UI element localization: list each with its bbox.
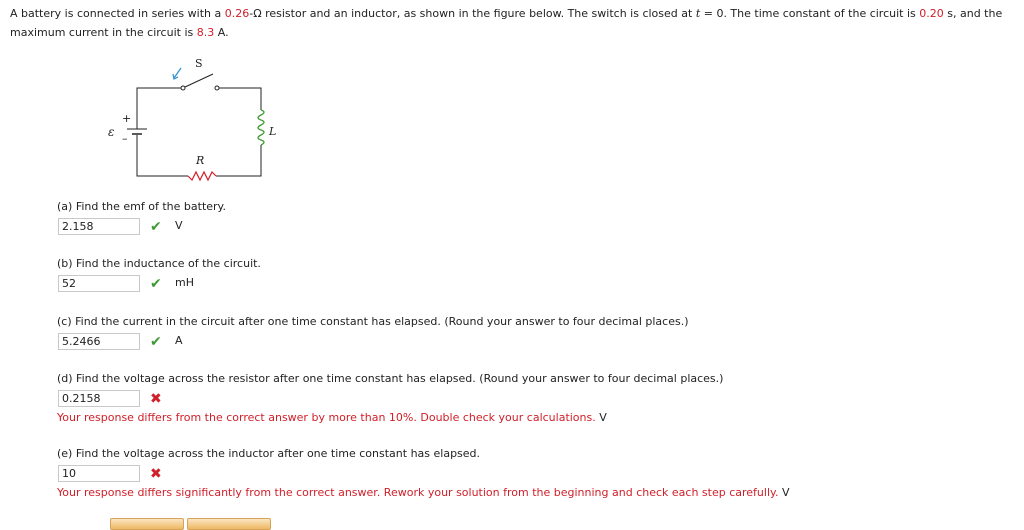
switch-pivot	[181, 86, 185, 90]
problem-statement: A battery is connected in series with a 0.26-Ω resistor and an inductor, as shown in the figure below. The switch is closed at t = 0. The time constant of the circuit is 0.20 s, and the maximum current in the circuit is 8.3 A.	[10, 7, 1003, 39]
question-e: (e) Find the voltage across the inductor after one time constant has elapsed.	[57, 447, 481, 460]
question-d: (d) Find the voltage across the resistor after one time constant has elapsed. (Round your answer to four decimal places.)	[57, 372, 724, 385]
answer-c-input[interactable]	[58, 333, 140, 350]
answer-d-input[interactable]	[58, 390, 140, 407]
time-constant-value: 0.20	[919, 7, 944, 20]
unit-c: A	[175, 334, 183, 347]
question-c: (c) Find the current in the circuit after one time constant has elapsed. (Round your answer to four decimal places.)	[57, 315, 689, 328]
question-b: (b) Find the inductance of the circuit.	[57, 257, 261, 270]
circuit-diagram	[95, 50, 290, 190]
unit-e: V	[781, 486, 790, 499]
inductor-coil	[258, 110, 264, 145]
inductor-label: L	[269, 125, 277, 138]
emf-label: ε	[108, 125, 115, 139]
wire-left-bottom	[137, 135, 188, 176]
switch-contact	[215, 86, 219, 90]
time-variable: t	[695, 7, 701, 20]
switch-arrow-icon	[173, 68, 181, 79]
cross-icon: ✖	[150, 391, 162, 407]
feedback-d: Your response differs from the correct answer by more than 10%. Double check your calculations. V	[57, 411, 607, 424]
switch-blade	[185, 74, 213, 87]
answer-a-input[interactable]	[58, 218, 140, 235]
unit-b: mH	[175, 276, 194, 289]
resistor	[188, 172, 216, 180]
battery-plus: +	[122, 112, 132, 125]
wire-right-bottom	[216, 145, 261, 176]
resistor-label: R	[196, 154, 205, 167]
answer-e-input[interactable]	[58, 465, 140, 482]
feedback-e: Your response differs significantly from the correct answer. Rework your solution from the beginning and check each step carefully. V	[57, 486, 790, 499]
save-button[interactable]	[187, 518, 271, 530]
submit-button[interactable]	[110, 518, 184, 530]
max-current-value: 8.3	[196, 26, 215, 39]
check-icon: ✔	[150, 334, 162, 350]
cross-icon: ✖	[150, 466, 162, 482]
battery-minus: –	[122, 132, 128, 145]
wire-left-top	[137, 88, 181, 129]
question-a: (a) Find the emf of the battery.	[57, 200, 226, 213]
switch-label: S	[195, 57, 203, 70]
unit-a: V	[175, 219, 183, 232]
resistance-value: 0.26	[224, 7, 250, 20]
wire-right-top	[219, 88, 261, 110]
check-icon: ✔	[150, 219, 162, 235]
check-icon: ✔	[150, 276, 162, 292]
answer-b-input[interactable]	[58, 275, 140, 292]
unit-d: V	[599, 411, 607, 424]
